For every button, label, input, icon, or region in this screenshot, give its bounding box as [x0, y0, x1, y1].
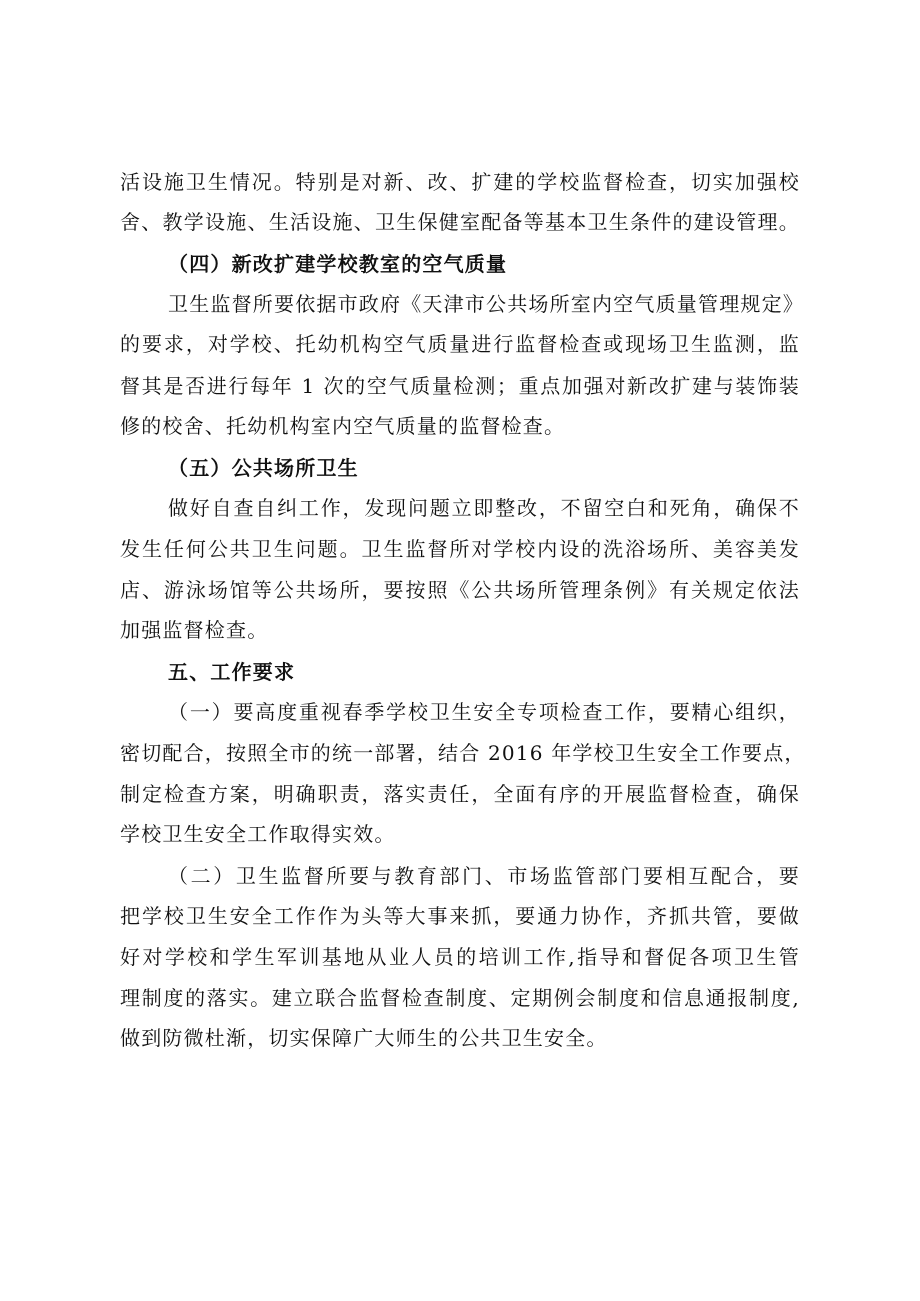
subsection-heading: （五）公共场所卫生: [168, 456, 359, 480]
text-line: 店、游泳场馆等公共场所，要按照《公共场所管理条例》有关规定依法: [120, 578, 800, 602]
text-line: （二）卫生监督所要与教育部门、市场监管部门要相互配合，要: [168, 864, 800, 888]
text-line: 学校卫生安全工作取得实效。: [120, 822, 396, 846]
text-line: 舍、教学设施、生活设施、卫生保健室配备等基本卫生条件的建设管理。: [120, 210, 800, 234]
text-line: 做到防微杜渐，切实保障广大师生的公共卫生安全。: [120, 1026, 608, 1050]
text-line: 修的校舍、托幼机构室内空气质量的监督检查。: [120, 414, 566, 438]
text-line: 做好自查自纠工作，发现问题立即整改，不留空白和死角，确保不: [168, 496, 800, 520]
text-line: 理制度的落实。建立联合监督检查制度、定期例会制度和信息通报制度,: [120, 986, 800, 1010]
text-line: 制定检查方案，明确职责，落实责任，全面有序的开展监督检查，确保: [120, 782, 800, 806]
text-line: （一）要高度重视春季学校卫生安全专项检查工作，要精心组织，: [168, 700, 800, 724]
text-line: 把学校卫生安全工作作为头等大事来抓，要通力协作，齐抓共管，要做: [120, 904, 800, 928]
section-heading: 五、工作要求: [168, 660, 296, 684]
subsection-heading: （四）新改扩建学校教室的空气质量: [168, 252, 508, 276]
text-line: 密切配合，按照全市的统一部署，结合 2016 年学校卫生安全工作要点，: [120, 741, 806, 765]
text-line: 发生任何公共卫生问题。卫生监督所对学校内设的洗浴场所、美容美发: [120, 537, 800, 561]
text-line: 活设施卫生情况。特别是对新、改、扩建的学校监督检查，切实加强校: [120, 170, 800, 194]
text-line: 好对学校和学生军训基地从业人员的培训工作,指导和督促各项卫生管: [120, 945, 800, 969]
text-line: 卫生监督所要依据市政府《天津市公共场所室内空气质量管理规定》: [168, 292, 804, 316]
text-line: 的要求，对学校、托幼机构空气质量进行监督检查或现场卫生监测，监: [120, 332, 800, 356]
text-line: 加强监督检查。: [120, 618, 269, 642]
text-line: 督其是否进行每年 1 次的空气质量检测；重点加强对新改扩建与装饰装: [120, 374, 800, 398]
